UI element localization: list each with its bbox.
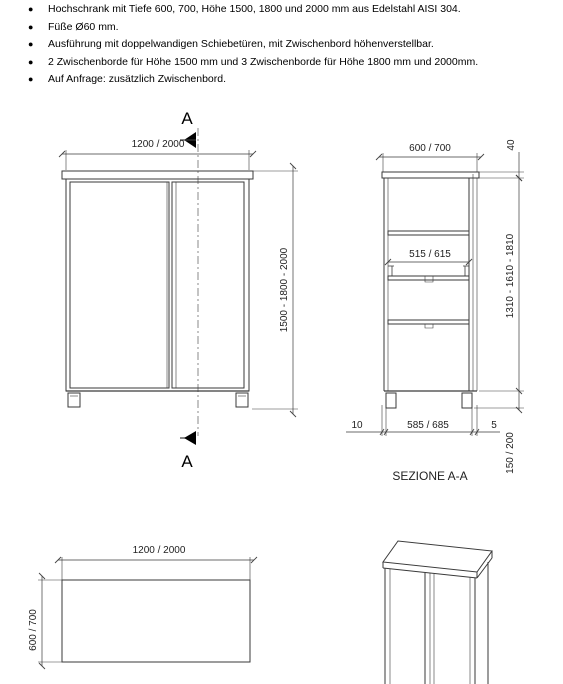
feature-item: ● Füße Ø60 mm.	[14, 19, 478, 37]
section-left-foot	[386, 393, 396, 408]
front-view	[62, 109, 298, 471]
section-inner-label: 515 / 615	[409, 249, 451, 260]
front-width-label: 1200 / 2000	[131, 139, 185, 150]
plan-view	[28, 545, 254, 666]
feature-item: ● Hochschrank mit Tiefe 600, 700, Höhe 1500, 1800 und 2000 mm aus Edelstahl AISI 304.	[14, 1, 478, 19]
isometric-view	[383, 541, 492, 684]
front-height-label: 1500 - 1800 - 2000	[279, 247, 290, 333]
feature-item: ● Auf Anfrage: zusätzlich Zwischenbord.	[14, 71, 478, 89]
left-door	[70, 182, 169, 388]
front-left-foot	[68, 393, 80, 407]
plan-outline	[62, 580, 250, 662]
shelf-1	[388, 231, 469, 235]
section-view	[346, 139, 524, 483]
cabinet-top	[62, 171, 253, 179]
section-top-label: 40	[506, 139, 517, 151]
section-bottom-label: 585 / 685	[407, 420, 449, 431]
plan-width-label: 1200 / 2000	[132, 545, 186, 556]
shelf-2	[388, 276, 469, 280]
right-door	[172, 182, 244, 388]
section-marker-top: A	[181, 109, 193, 128]
section-title: SEZIONE A-A	[392, 469, 468, 483]
section-width-label: 600 / 700	[409, 143, 451, 154]
front-right-foot	[236, 393, 248, 407]
feature-item: ● Ausführung mit doppelwandigen Schiebetüren, mit Zwischenbord höhenverstellbar.	[14, 36, 478, 54]
section-left-label: 10	[351, 420, 363, 431]
section-feet-label: 150 / 200	[505, 432, 516, 474]
section-right-foot	[462, 393, 472, 408]
section-right-label: 5	[491, 420, 497, 431]
section-arrow-bottom	[184, 431, 196, 445]
section-marker-bottom: A	[181, 452, 193, 471]
iso-top	[383, 541, 492, 572]
cabinet-frame	[66, 179, 249, 391]
section-top-panel	[382, 172, 479, 178]
plan-depth-label: 600 / 700	[28, 609, 39, 651]
section-height-label: 1310 - 1610 - 1810	[505, 233, 516, 319]
feature-item: ● 2 Zwischenborde für Höhe 1500 mm und 3 Zwischenborde für Höhe 1800 mm und 2000mm.	[14, 54, 478, 72]
shelf-3	[388, 320, 469, 324]
